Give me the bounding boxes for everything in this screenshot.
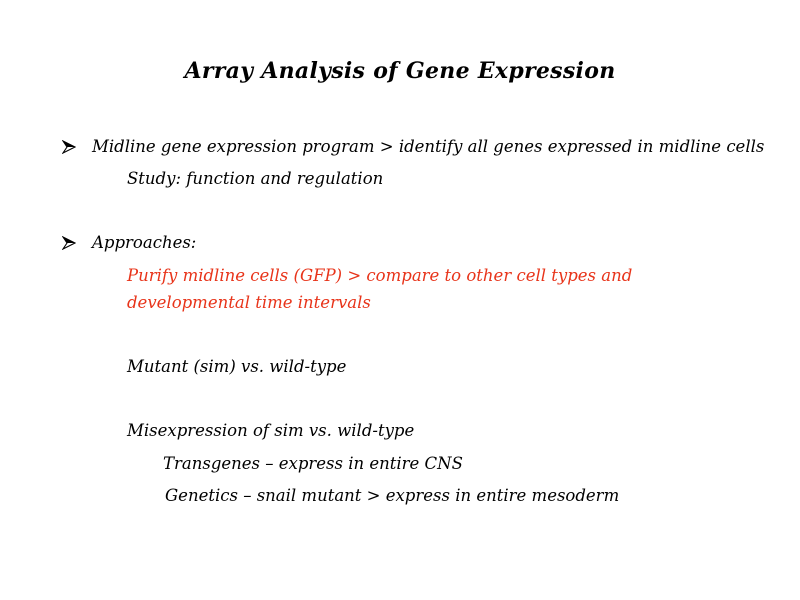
approach-item-2: Mutant (sim) vs. wild-type xyxy=(127,357,347,376)
arrowhead-bullet-icon xyxy=(62,236,76,250)
bullet-2-text: Approaches: xyxy=(92,233,197,252)
approach-item-3: Misexpression of sim vs. wild-type xyxy=(127,421,415,440)
approach-item-1: Purify midline cells (GFP) > compare to other cell types and developmental time intervals xyxy=(127,266,633,312)
bullet-1-subtext: Study: function and regulation xyxy=(127,169,384,188)
approach-subitem-1: Transgenes – express in entire CNS xyxy=(163,454,463,473)
approach-subitem-2: Genetics – snail mutant > express in entire mesoderm xyxy=(165,486,620,505)
slide-title: Array Analysis of Gene Expression xyxy=(184,58,616,84)
bullet-1-text: Midline gene expression program > identify all genes expressed in midline cells xyxy=(92,137,765,156)
arrowhead-bullet-icon xyxy=(62,140,76,154)
